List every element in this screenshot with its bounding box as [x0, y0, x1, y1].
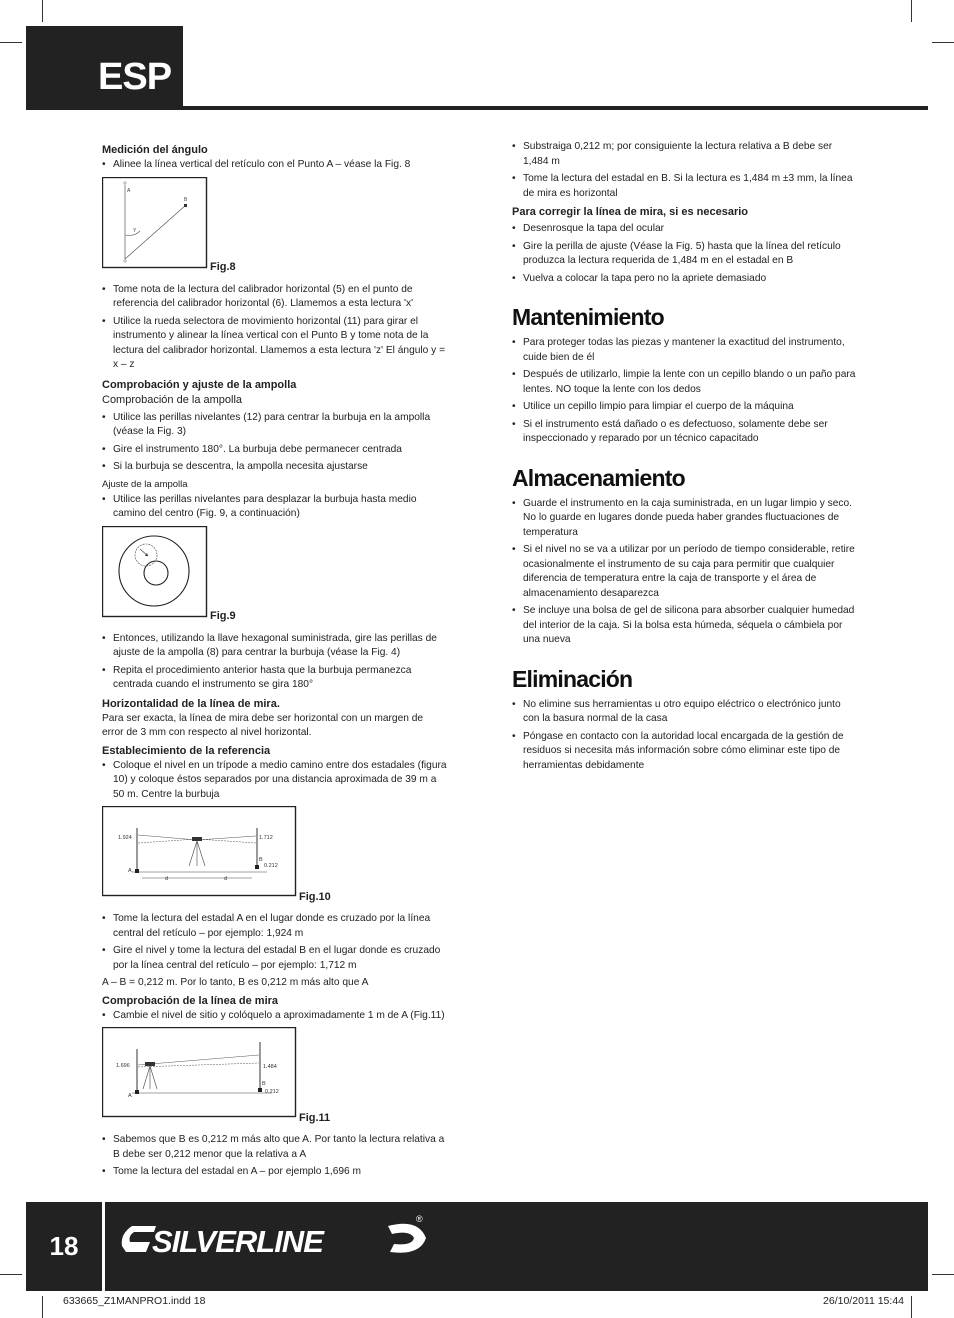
- silverline-logo: [120, 1212, 430, 1262]
- figure-8: [102, 177, 447, 273]
- fig8-label-b: B: [184, 196, 188, 203]
- right-column: [512, 140, 857, 776]
- footer-divider: [102, 1202, 105, 1291]
- bullet-list: [102, 632, 447, 693]
- paragraph: A – B = 0,212 m. Por lo tanto, B es 0,212 m más alto que A: [102, 977, 369, 988]
- heading-disposal: Eliminación: [512, 665, 633, 692]
- bullet-list: [512, 336, 857, 447]
- list-item: • Después de utilizarlo, limpie la lente con un cepillo blando o un paño para lentes. NO toque la lente con los dedos: [512, 368, 857, 397]
- list-item: • Repita el procedimiento anterior hasta que la burbuja permanezca centrada cuando el instrumento se gira 180°: [102, 664, 447, 693]
- list-item: • Si el instrumento está dañado o es defectuoso, solamente debe ser inspeccionado y reparado por un técnico capacitado: [512, 418, 857, 447]
- list-item: • Para proteger todas las piezas y mantener la exactitud del instrumento, cuide bien de él: [512, 336, 857, 365]
- fig10-dist-1: d: [165, 876, 169, 882]
- language-code: ESP: [98, 56, 172, 98]
- bullet-list: [512, 140, 857, 201]
- fig10-value-b: 1.712: [259, 835, 273, 841]
- crop-mark: [911, 0, 912, 22]
- figure-11: [102, 1027, 447, 1123]
- crop-mark: [0, 42, 22, 43]
- crop-mark: [932, 1274, 954, 1275]
- fig9-caption: Fig.9: [210, 610, 236, 622]
- fig8-label-a: A: [127, 187, 131, 194]
- fig10-label-a: A: [128, 868, 132, 874]
- crop-mark: [42, 1296, 43, 1318]
- heading-maintenance: Mantenimiento: [512, 304, 664, 330]
- section-title-reference: Establecimiento de la referencia: [102, 744, 271, 757]
- bullet-list: [512, 222, 857, 286]
- list-item: • Si el nivel no se va a utilizar por un período de tiempo considerable, retire ocasionalmente el instrumento de su caja para permitir que cualquier diferencia de temperatura entre la caja de transporte y el área de almacenamiento desaparezca: [512, 543, 857, 601]
- fig11-label-a: A: [128, 1093, 132, 1099]
- fig11-value-b: 1.484: [263, 1064, 277, 1070]
- fig10-diff: 0.212: [264, 863, 278, 869]
- left-column: [102, 140, 447, 1183]
- crop-mark: [932, 42, 954, 43]
- section-title-sightline: Horizontalidad de la línea de mira.: [102, 697, 280, 710]
- subsection-title: Comprobación de la ampolla: [102, 393, 243, 406]
- list-item: • Si la burbuja se descentra, la ampolla necesita ajustarse: [102, 460, 447, 475]
- fig10-value-a: 1.924: [118, 835, 132, 841]
- bullet-list: [102, 283, 447, 373]
- list-item: • Se incluye una bolsa de gel de silicona para absorber cualquier humedad del interior de la caja. Si la bolsa esta húmeda, séquela o cámbiela por una nueva: [512, 604, 857, 648]
- list-item: • Tome la lectura del estadal en B. Si la lectura es 1,484 m ±3 mm, la línea de mira es horizontal: [512, 172, 857, 201]
- list-item: • Gire la perilla de ajuste (Véase la Fig. 5) hasta que la línea del retículo produzca la lectura requerida de 1,484 m en el estadal en B: [512, 240, 857, 269]
- list-item: • Utilice las perillas nivelantes para desplazar la burbuja hasta medio camino del centro (Fig. 9, a continuación): [102, 493, 447, 522]
- bullet-list: [512, 698, 857, 774]
- list-item: • Alinee la línea vertical del retículo con el Punto A – véase la Fig. 8: [102, 158, 447, 173]
- list-item: • Tome nota de la lectura del calibrador horizontal (5) en el punto de referencia del calibrador horizontal (6). Llamemos a esta lectura 'x': [102, 283, 447, 312]
- fig11-caption: Fig.11: [299, 1111, 331, 1124]
- fig8-label-y: Y: [133, 227, 137, 234]
- bullet-list: [512, 497, 857, 648]
- section-title-check: Comprobación de la línea de mira: [102, 994, 279, 1007]
- list-item: • Vuelva a colocar la tapa pero no la apriete demasiado: [512, 272, 857, 287]
- bullet-list: [102, 411, 447, 475]
- fig8-diagram: [102, 177, 208, 269]
- registered-mark: ®: [416, 1214, 423, 1224]
- section-title-angle: Medición del ángulo: [102, 144, 208, 156]
- list-item: • Gire el instrumento 180°. La burbuja debe permanecer centrada: [102, 443, 447, 458]
- bullet-list: [102, 912, 447, 973]
- fig10-dist-2: d: [224, 876, 228, 882]
- crop-mark: [42, 0, 43, 22]
- date-info: 26/10/2011 15:44: [823, 1295, 904, 1307]
- figure-10: [102, 806, 447, 902]
- fig11-diff: 0.212: [265, 1089, 279, 1095]
- fig10-label-b: B: [259, 857, 263, 863]
- figure-9: [102, 526, 447, 622]
- paragraph: Para ser exacta, la línea de mira debe ser horizontal con un margen de error de 3 mm con respecto al nivel horizontal.: [102, 712, 424, 738]
- list-item: • Sabemos que B es 0,212 m más alto que A. Por tanto la lectura relativa a B debe ser 0,212 menor que la relativa a A: [102, 1133, 447, 1162]
- list-item: • Tome la lectura del estadal A en el lugar donde es cruzado por la línea central del retículo – por ejemplo: 1,924 m: [102, 912, 447, 941]
- list-item: • Utilice la rueda selectora de movimiento horizontal (11) para girar el instrumento y alinear la línea vertical con el Punto B y tome nota de la lectura del calibrador horizontal. Llamemos a esta lectura 'z' El ángulo y = x – z: [102, 315, 447, 373]
- list-item: • Tome la lectura del estadal en A – por ejemplo 1,696 m: [102, 1165, 447, 1180]
- crop-mark: [911, 1296, 912, 1318]
- list-item: • Cambie el nivel de sitio y colóquelo a aproximadamente 1 m de A (Fig.11): [102, 1009, 447, 1024]
- list-item: • No elimine sus herramientas u otro equipo eléctrico o electrónico junto con la basura normal de la casa: [512, 698, 857, 727]
- fig11-label-b: B: [262, 1081, 266, 1087]
- section-title-correct: Para corregir la línea de mira, si es necesario: [512, 206, 749, 218]
- bullet-list: [102, 1133, 447, 1180]
- fig11-diagram: [102, 1027, 298, 1119]
- list-item: • Desenrosque la tapa del ocular: [512, 222, 857, 237]
- list-item: • Utilice las perillas nivelantes (12) para centrar la burbuja en la ampolla (véase la Fig. 3): [102, 411, 447, 440]
- brand-name: SILVERLINE: [152, 1224, 323, 1259]
- bullet-list: [102, 759, 447, 803]
- subsection-title: Ajuste de la ampolla: [102, 478, 188, 490]
- list-item: • Coloque el nivel en un trípode a medio camino entre dos estadales (figura 10) y coloque éstos separados por una distancia aproximada de 39 m a 50 m. Centre la burbuja: [102, 759, 447, 803]
- fig10-diagram: [102, 806, 298, 898]
- list-item: • Utilice un cepillo limpio para limpiar el cuerpo de la máquina: [512, 400, 857, 415]
- list-item: • Guarde el instrumento en la caja suministrada, en un lugar limpio y seco. No lo guarde en lugares donde pueda haber grandes fluctuaciones de temperatura: [512, 497, 857, 541]
- fig8-caption: Fig.8: [210, 261, 236, 273]
- list-item: • Substraiga 0,212 m; por consiguiente la lectura relativa a B debe ser 1,484 m: [512, 140, 857, 169]
- list-item: • Gire el nivel y tome la lectura del estadal B en el lugar donde es cruzado por la línea central del retículo – por ejemplo: 1,712 m: [102, 944, 447, 973]
- heading-storage: Almacenamiento: [512, 464, 685, 491]
- crop-mark: [0, 1274, 22, 1275]
- list-item: • Entonces, utilizando la llave hexagonal suministrada, gire las perillas de ajuste de la ampolla (8) para centrar la burbuja (véase la Fig. 4): [102, 632, 447, 661]
- bullet-list: [102, 1009, 447, 1024]
- fig9-diagram: [102, 526, 208, 618]
- fig11-value-a: 1.696: [116, 1063, 130, 1069]
- list-item: • Póngase en contacto con la autoridad local encargada de la gestión de residuos si necesita más información sobre cómo eliminar este tipo de herramientas debidamente: [512, 730, 857, 774]
- fig10-caption: Fig.10: [299, 890, 331, 903]
- header-rule: [183, 106, 928, 110]
- section-title-bubble: Comprobación y ajuste de la ampolla: [102, 378, 297, 391]
- bullet-list: [102, 158, 447, 173]
- page-number: 18: [49, 1231, 79, 1261]
- bullet-list: [102, 493, 447, 522]
- file-info: 633665_Z1MANPRO1.indd 18: [63, 1295, 206, 1307]
